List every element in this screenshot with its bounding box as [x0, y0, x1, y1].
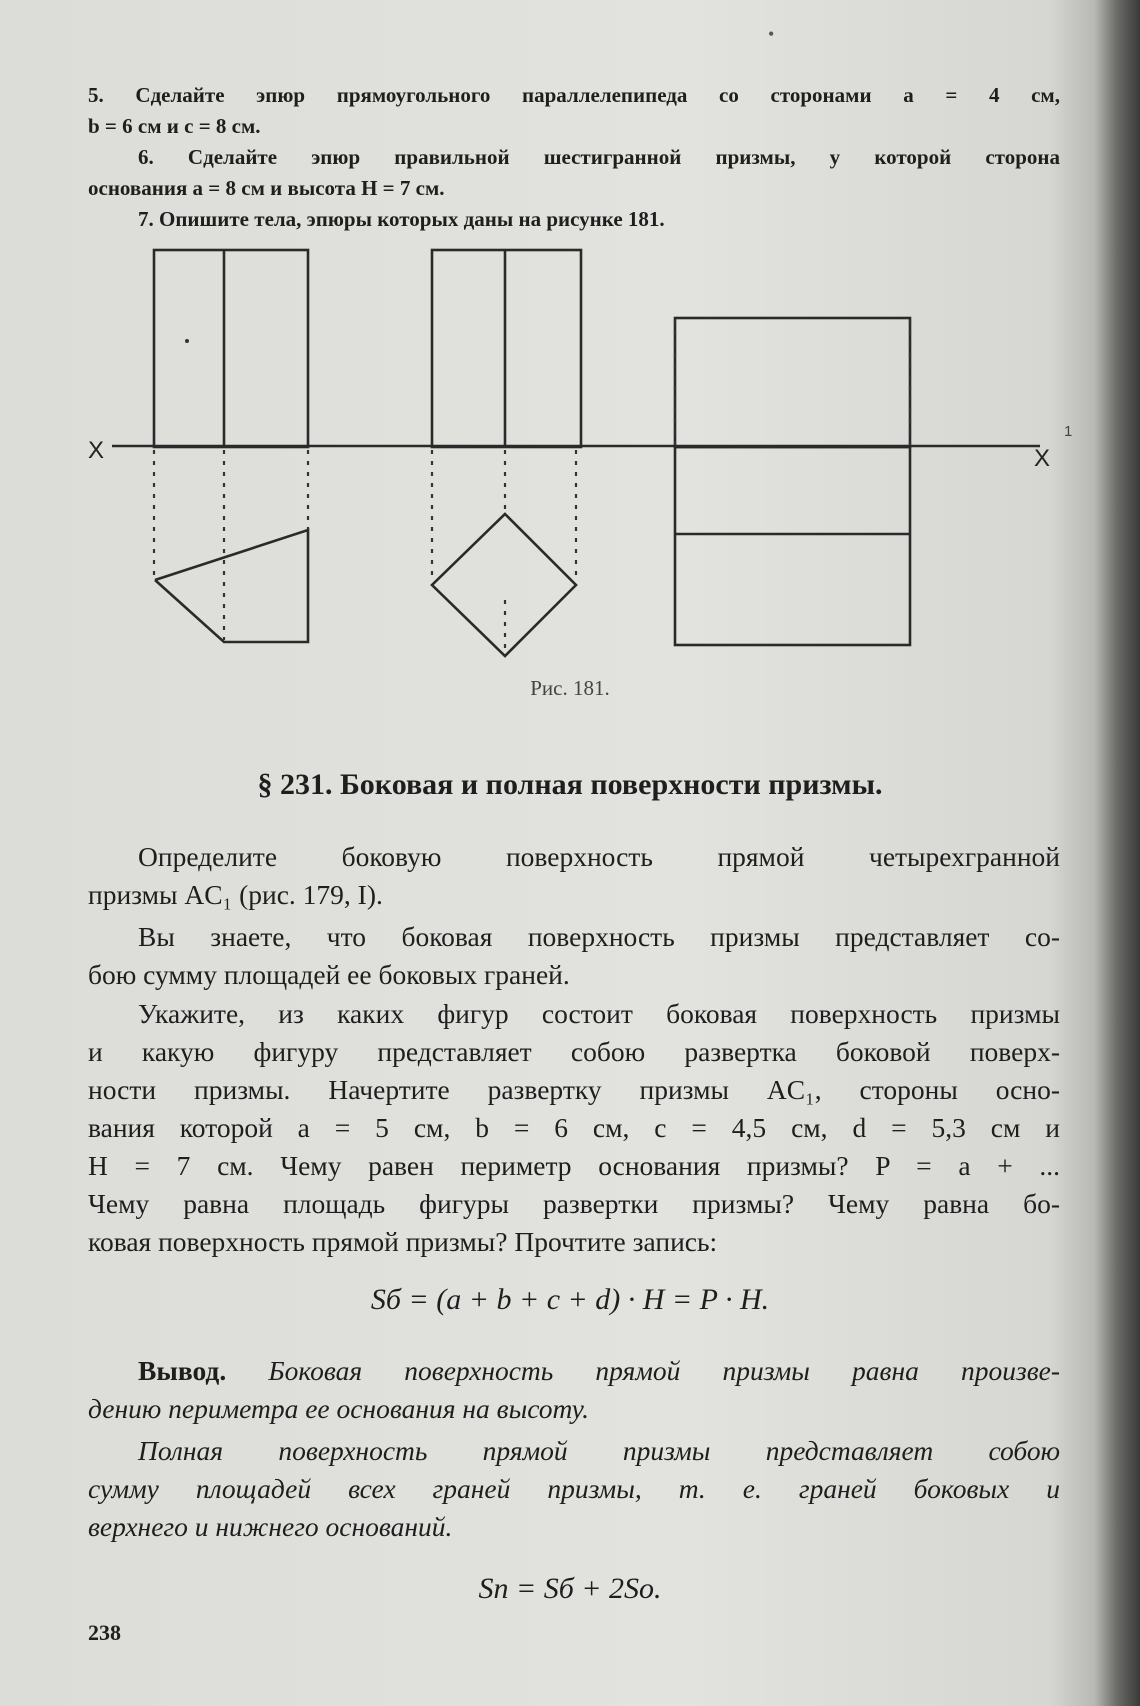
- axis-right-label: X: [1034, 445, 1051, 472]
- conclusion-line-1: [88, 1352, 1060, 1389]
- paragraph-3-line-6: Чему равна площадь фигуры развертки призмы? Чему равна бо-: [88, 1188, 1060, 1219]
- fig2-front-view: [432, 250, 581, 447]
- exercise-5-line-2: b = 6 см и c = 8 см.: [88, 114, 261, 138]
- paragraph-3-line-4: вания которой a = 5 см, b = 6 см, c = 4,5 см, d = 5,3 см и: [88, 1112, 1060, 1143]
- paragraph-5-line-1: Полная поверхность прямой призмы представляет собою: [138, 1435, 1060, 1466]
- paragraph-5-line-2: сумму площадей всех граней призмы, т. е. граней боковых и: [88, 1473, 1060, 1504]
- page-number: 238: [88, 1620, 121, 1645]
- conclusion-line-2: дению периметра ее основания на высоту.: [88, 1393, 590, 1424]
- figure-181: [0, 0, 1140, 700]
- paragraph-5-line-3: верхнего и нижнего оснований.: [88, 1511, 453, 1542]
- section-heading: § 231. Боковая и полная поверхности призмы.: [257, 768, 883, 801]
- paragraph-3-line-5: H = 7 см. Чему равен периметр основания призмы? P = a + ...: [88, 1150, 1060, 1181]
- fig3-top-view: [675, 447, 910, 645]
- conclusion-label: Вывод.: [138, 1355, 227, 1386]
- paragraph-3-line-2: и какую фигуру представляет собою развертка боковой поверх-: [88, 1036, 1060, 1067]
- axis-left-label: X: [88, 437, 105, 464]
- formula-total-surface: Sп = Sб + 2Sо.: [478, 1572, 662, 1605]
- paragraph-3-line-3: ности призмы. Начертите развертку призмы AC₁, стороны осно-: [88, 1074, 1060, 1105]
- exercise-6-line-1: 6. Сделайте эпюр правильной шестигранной призмы, у которой сторона: [138, 145, 1060, 169]
- print-speck: •: [768, 24, 775, 44]
- fig3-front-view: [675, 318, 910, 447]
- fig1-top-view: [155, 530, 308, 642]
- exercise-6-line-2: основания a = 8 см и высота H = 7 см.: [88, 176, 445, 200]
- fig1-mark: [185, 339, 189, 343]
- paragraph-3-line-7: ковая поверхность прямой призмы? Прочтите запись:: [88, 1226, 718, 1257]
- fig1-front-view: [154, 250, 308, 447]
- projection-lines: [154, 320, 910, 655]
- formula-lateral-surface: Sб = (a + b + c + d) · H = P · H.: [370, 1283, 770, 1316]
- exercise-5-line-1: 5. Сделайте эпюр прямоугольного параллелепипеда со сторонами a = 4 см,: [88, 83, 1060, 107]
- paragraph-2-line-1: Вы знаете, что боковая поверхность призмы представляет со-: [138, 921, 1060, 952]
- conclusion-text-1: Боковая поверхность прямой призмы равна произве-: [268, 1355, 1061, 1386]
- paragraph-1-line-2: призмы AC₁ (рис. 179, I).: [88, 879, 383, 910]
- paragraph-3-line-1: Укажите, из каких фигур состоит боковая поверхность призмы: [138, 998, 1060, 1029]
- axis-right-superscript: 1: [1064, 423, 1073, 440]
- exercise-7-line-1: 7. Опишите тела, эпюры которых даны на рисунке 181.: [138, 207, 665, 231]
- paragraph-2-line-2: бою сумму площадей ее боковых граней.: [88, 959, 570, 990]
- paragraph-1-line-1: Определите боковую поверхность прямой четырехгранной: [138, 841, 1060, 872]
- figure-caption: Рис. 181.: [530, 676, 610, 700]
